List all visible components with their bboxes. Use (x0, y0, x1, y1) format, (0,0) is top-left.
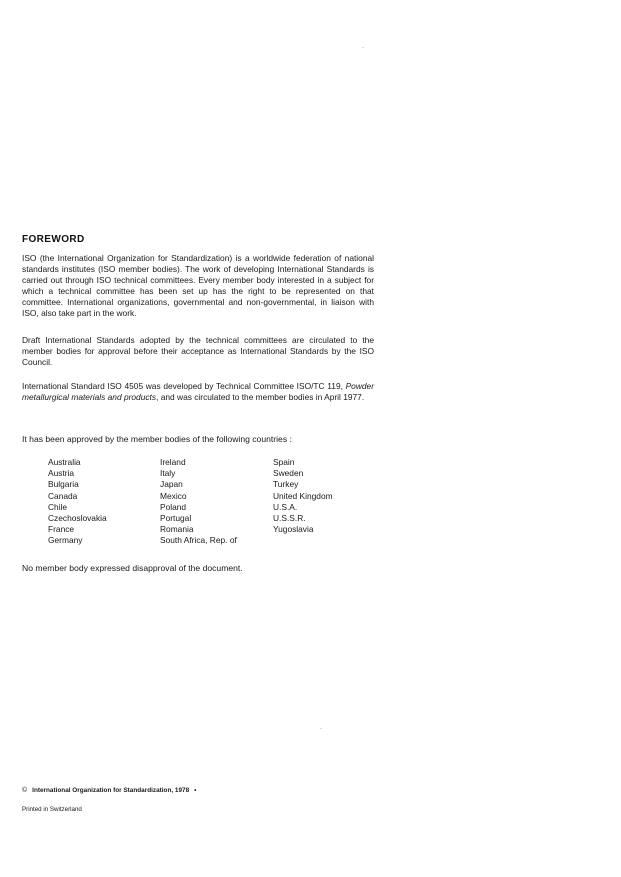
country-item: Australia (48, 457, 81, 467)
country-item: Germany (48, 535, 83, 546)
foreword-heading: FOREWORD (22, 234, 85, 245)
development-text-before: International Standard ISO 4505 was developed by Technical Committee ISO/TC 119, (22, 381, 346, 391)
approved-intro: It has been approved by the member bodies of the following countries : (22, 434, 292, 444)
printed-location: Printed in Switzerland (22, 806, 82, 813)
country-item: Portugal (160, 513, 192, 524)
copyright-line (22, 787, 196, 794)
country-item: Sweden (273, 468, 304, 479)
copyright-icon: © (22, 787, 28, 794)
country-item: Italy (160, 468, 176, 479)
disapproval-statement: No member body expressed disapproval of the document. (22, 563, 243, 573)
country-item: U.S.A. (273, 501, 298, 512)
draft-paragraph: Draft International Standards adopted by the technical committees are circulated to the member bodies for approval before their acceptance as International Standards by the ISO Council. (22, 335, 374, 368)
bullet-icon: • (194, 787, 197, 794)
country-item: Canada (48, 490, 78, 501)
country-item: Romania (160, 524, 194, 535)
country-item: Chile (48, 501, 68, 512)
country-column-3 (273, 457, 393, 547)
country-column-1 (48, 457, 160, 547)
country-item: Yugoslavia (273, 524, 314, 535)
scan-speck (320, 728, 322, 729)
country-item: Japan (160, 479, 183, 490)
scan-speck (362, 47, 364, 48)
country-item: France (48, 524, 75, 535)
committee-title: Powder metallurgical materials and products (22, 381, 374, 403)
country-column-2 (160, 457, 273, 547)
country-item: Turkey (273, 479, 299, 490)
country-item: Spain (273, 457, 295, 467)
country-item: Poland (160, 501, 187, 512)
country-list (48, 457, 393, 547)
country-item: United Kingdom (273, 490, 333, 501)
development-paragraph (22, 381, 374, 403)
country-item: U.S.S.R. (273, 513, 306, 524)
development-text-after: , and was circulated to the member bodies in April 1977. (156, 392, 365, 403)
intro-paragraph: ISO (the International Organization for Standardization) is a worldwide federation of national standards institutes (ISO member bodies). The work of developing International Standards is carried out through ISO technical committees. Every member body interested in a subject for which a technical committee has been set up has the right to be represented on that committee. International organizations, governmental and non-governmental, in liaison with ISO, also take part in the work. (22, 253, 374, 319)
country-item: Ireland (160, 457, 186, 467)
country-item: Austria (48, 468, 75, 479)
country-item: Bulgaria (48, 479, 79, 490)
copyright-text: International Organization for Standardization, 1978 (32, 787, 190, 794)
country-item: Czechoslovakia (48, 513, 107, 524)
country-item: South Africa, Rep. of (160, 535, 237, 546)
country-item: Mexico (160, 490, 187, 501)
